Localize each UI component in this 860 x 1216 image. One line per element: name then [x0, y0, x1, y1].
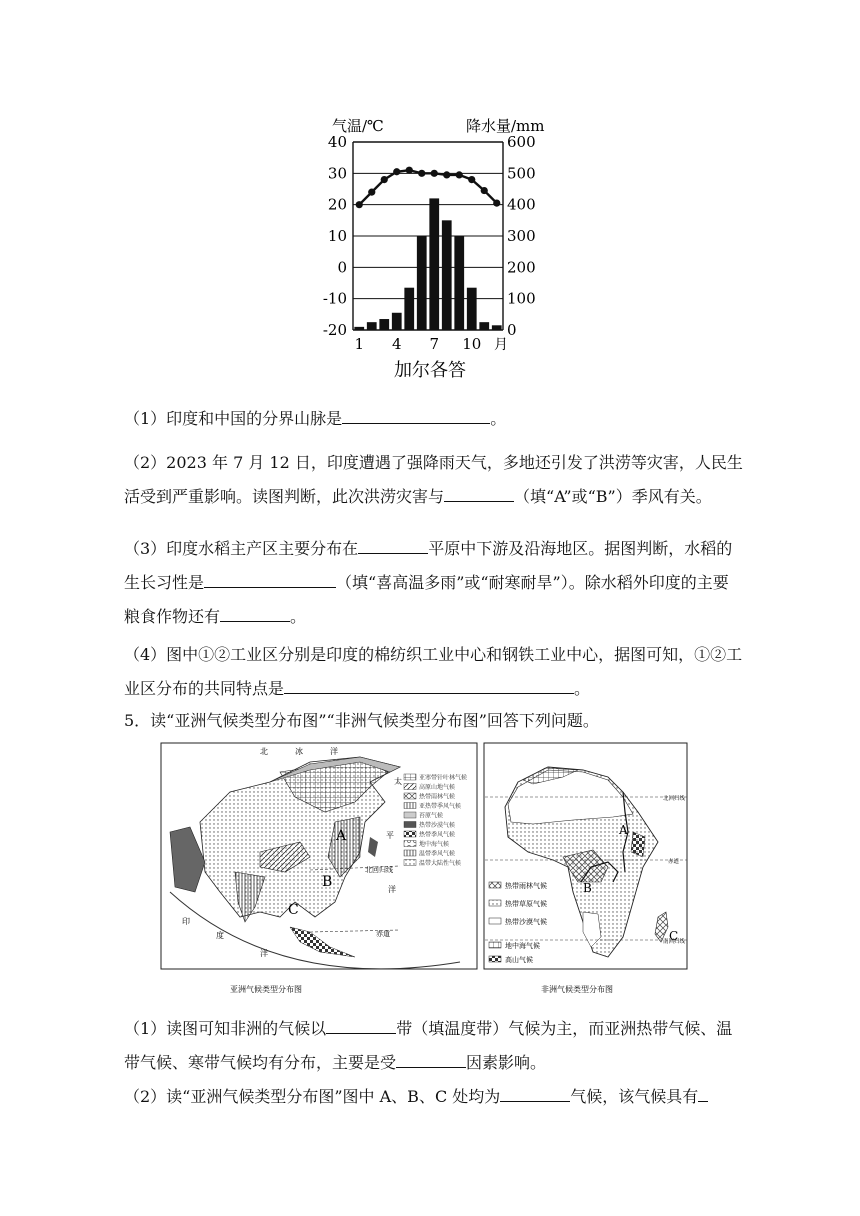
q4-p4-text: （4）图中①②工业区分别是印度的棉纺织工业中心和钢铁工业中心，据图可知，①②工业区分布的共同特点是 — [124, 645, 743, 698]
temperature-point — [456, 171, 463, 178]
kolkata-climate-chart — [308, 112, 546, 382]
indian-ocean-char-2: 度 — [216, 931, 224, 940]
q4-p2-text: （2）2023 年 7 月 12 日，印度遭遇了强降雨天气，多地还引发了洪涝等灾害，人民生活受到严重影响。读图判断，此次洪涝灾害与 — [124, 453, 743, 506]
asia-point-a: A — [336, 828, 347, 844]
asia-legend-swatch — [404, 774, 416, 780]
temperature-point — [418, 170, 425, 177]
africa-point-b: B — [583, 881, 592, 895]
left-axis-label: 气温/℃ — [332, 117, 384, 135]
precip-bar — [454, 236, 464, 330]
right-tick-label: 200 — [507, 258, 536, 277]
left-tick-label: 0 — [337, 258, 347, 277]
arctic-ocean-char-1: 北 — [260, 747, 268, 756]
asia-legend-label: 地中海气候 — [419, 841, 450, 848]
q5-p1-end: 因素影响。 — [466, 1053, 547, 1072]
q4-p4-end: 。 — [574, 679, 591, 698]
q5-part1 — [124, 1012, 744, 1080]
q5-p2-blank[interactable] — [500, 1083, 570, 1102]
q4-p3-text2: 平原中下游及沿海地区。据图判断，水稻的生长习性是 — [124, 539, 733, 592]
right-tick-label: 300 — [507, 227, 536, 245]
africa-point-c: C — [669, 929, 679, 943]
q4-part1 — [124, 402, 744, 436]
pacific-char-1: 太 — [394, 777, 402, 786]
asia-point-b: B — [322, 874, 333, 890]
left-tick-label: 30 — [327, 164, 347, 183]
right-axis-label: 降水量/mm — [466, 117, 545, 135]
precip-bar — [392, 313, 402, 330]
asia-map-caption: 亚洲气候类型分布图 — [230, 985, 302, 994]
temperature-point — [406, 167, 413, 174]
asia-point-c: C — [288, 902, 299, 918]
temperature-point — [468, 176, 475, 183]
asia-legend-label: 温带季风气候 — [419, 850, 456, 858]
temperature-point — [481, 187, 488, 194]
africa-climate-map — [483, 742, 693, 1002]
asia-legend-label: 高原山地气候 — [419, 784, 456, 791]
precip-bar — [367, 322, 377, 330]
precip-bar — [479, 322, 489, 330]
arctic-ocean-char-2: 冰 — [295, 747, 303, 756]
precip-bar — [429, 198, 439, 330]
q5-p1-blank2[interactable] — [396, 1049, 466, 1068]
q5-p2-text: （2）读“亚洲气候类型分布图”图中 A、B、C 处均为 — [124, 1087, 501, 1106]
pacific-char-2: 平 — [386, 831, 394, 840]
africa-legend-4: 地中海气候 — [505, 942, 540, 950]
q4-p2-blank[interactable] — [444, 483, 514, 502]
africa-tropic-n-label: 北回归线 — [663, 796, 686, 802]
asia-legend-label: 苔原气候 — [419, 812, 444, 820]
temperature-point — [368, 189, 375, 196]
pacific-char-3: 洋 — [388, 885, 396, 894]
asia-equator-label: 赤道 — [376, 930, 390, 938]
temperature-point — [443, 171, 450, 178]
africa-equator-label: 赤道 — [668, 859, 680, 865]
asia-legend-label: 亚热带季风气候 — [419, 803, 462, 810]
asia-legend-swatch — [404, 812, 416, 818]
q5-part2 — [124, 1080, 744, 1114]
precip-bar — [379, 319, 389, 330]
right-tick-label: 500 — [507, 164, 536, 183]
q4-p1-text: （1）印度和中国的分界山脉是 — [124, 409, 343, 428]
q4-part2 — [124, 446, 744, 514]
precip-bar — [417, 236, 427, 330]
x-tick-label: 1 — [354, 335, 365, 353]
africa-map-caption: 非洲气候类型分布图 — [541, 985, 613, 994]
precip-bar — [442, 220, 452, 330]
indian-ocean-char-3: 洋 — [260, 949, 268, 958]
precip-bar — [354, 327, 364, 330]
africa-legend-2: 热带草原气候 — [505, 900, 547, 908]
africa-legend-3: 热带沙漠气候 — [505, 918, 547, 926]
q4-p1-end: 。 — [490, 409, 507, 428]
q4-p3-end: 。 — [290, 607, 307, 626]
precip-bar — [467, 288, 477, 330]
left-tick-label: -20 — [322, 321, 347, 339]
asia-legend-label: 热带季风气候 — [419, 831, 456, 839]
q4-p3-blank1[interactable] — [358, 535, 428, 554]
asia-legend-swatch — [404, 850, 416, 856]
africa-legend-5: 高山气候 — [505, 956, 533, 964]
q4-p4-blank[interactable] — [284, 675, 574, 694]
asia-legend-swatch — [404, 793, 416, 799]
q4-p2-end: （填“A”或“B”）季风有关。 — [514, 487, 712, 506]
asia-legend-label: 亚寒带针叶林气候 — [419, 774, 468, 782]
precip-bar — [492, 325, 502, 330]
asia-legend-swatch — [404, 784, 416, 790]
q4-p1-blank[interactable] — [342, 405, 490, 424]
q5-p2-blank2[interactable] — [698, 1083, 708, 1102]
asia-legend-swatch — [404, 803, 416, 809]
left-tick-label: 20 — [327, 195, 347, 214]
temperature-point — [393, 168, 400, 175]
right-tick-label: 600 — [507, 133, 536, 151]
q4-p3-text: （3）印度水稻主产区主要分布在 — [124, 539, 359, 558]
x-tick-label: 7 — [429, 335, 440, 353]
right-tick-label: 100 — [507, 289, 536, 308]
temperature-line — [359, 170, 497, 204]
left-tick-label: 40 — [327, 133, 347, 151]
temperature-point — [381, 176, 388, 183]
left-tick-label: -10 — [322, 289, 347, 308]
asia-legend-label: 温带大陆性气候 — [419, 860, 462, 867]
arctic-ocean-char-3: 洋 — [330, 747, 338, 756]
city-name: 加尔各答 — [394, 360, 466, 381]
asia-climate-map — [160, 742, 478, 1002]
right-tick-label: 0 — [507, 321, 517, 339]
asia-tropic-label: 北回归线 — [365, 866, 393, 874]
right-tick-label: 400 — [507, 195, 536, 214]
q5-p1-blank1[interactable] — [326, 1015, 396, 1034]
q4-p3-text3: （填“喜高温多雨”或“耐寒耐旱”）。除水稻外印度的主要粮食作物还有 — [124, 573, 729, 626]
asia-legend-swatch — [404, 860, 416, 866]
africa-legend-1: 热带雨林气候 — [505, 882, 547, 890]
q4-p3-blank2[interactable] — [204, 569, 336, 588]
temperature-point — [431, 170, 438, 177]
africa-point-a: A — [619, 823, 628, 837]
q5-p1-text: （1）读图可知非洲的气候以 — [124, 1019, 327, 1038]
temperature-point — [356, 201, 363, 208]
q5-p1-text2: 带（填温度带）气候为主，而亚洲热带气候、温带气候、寒带气候均有分布，主要是受 — [124, 1019, 733, 1072]
x-tick-label: 4 — [391, 335, 402, 353]
q5-p2-end: 气候，该气候具有 — [570, 1087, 699, 1106]
asia-legend-swatch — [404, 822, 416, 828]
africa-tropic-s-label: 南回归线 — [663, 939, 686, 945]
asia-legend-label: 热带雨林气候 — [419, 793, 456, 801]
left-tick-label: 10 — [327, 227, 347, 245]
asia-legend-label: 热带沙漠气候 — [419, 822, 456, 829]
asia-legend-swatch — [404, 831, 416, 837]
month-unit: 月 — [494, 337, 508, 353]
precip-bar — [404, 288, 414, 330]
temperature-point — [493, 200, 500, 207]
q4-part3 — [124, 532, 744, 634]
asia-legend-swatch — [404, 841, 416, 847]
q4-part4 — [124, 638, 744, 706]
indian-ocean-char-1: 印 — [182, 917, 190, 926]
q5-intro: 5．读“亚洲气候类型分布图”“非洲气候类型分布图”回答下列问题。 — [124, 711, 599, 730]
q4-p3-blank3[interactable] — [220, 603, 290, 622]
x-tick-label: 10 — [462, 335, 482, 353]
